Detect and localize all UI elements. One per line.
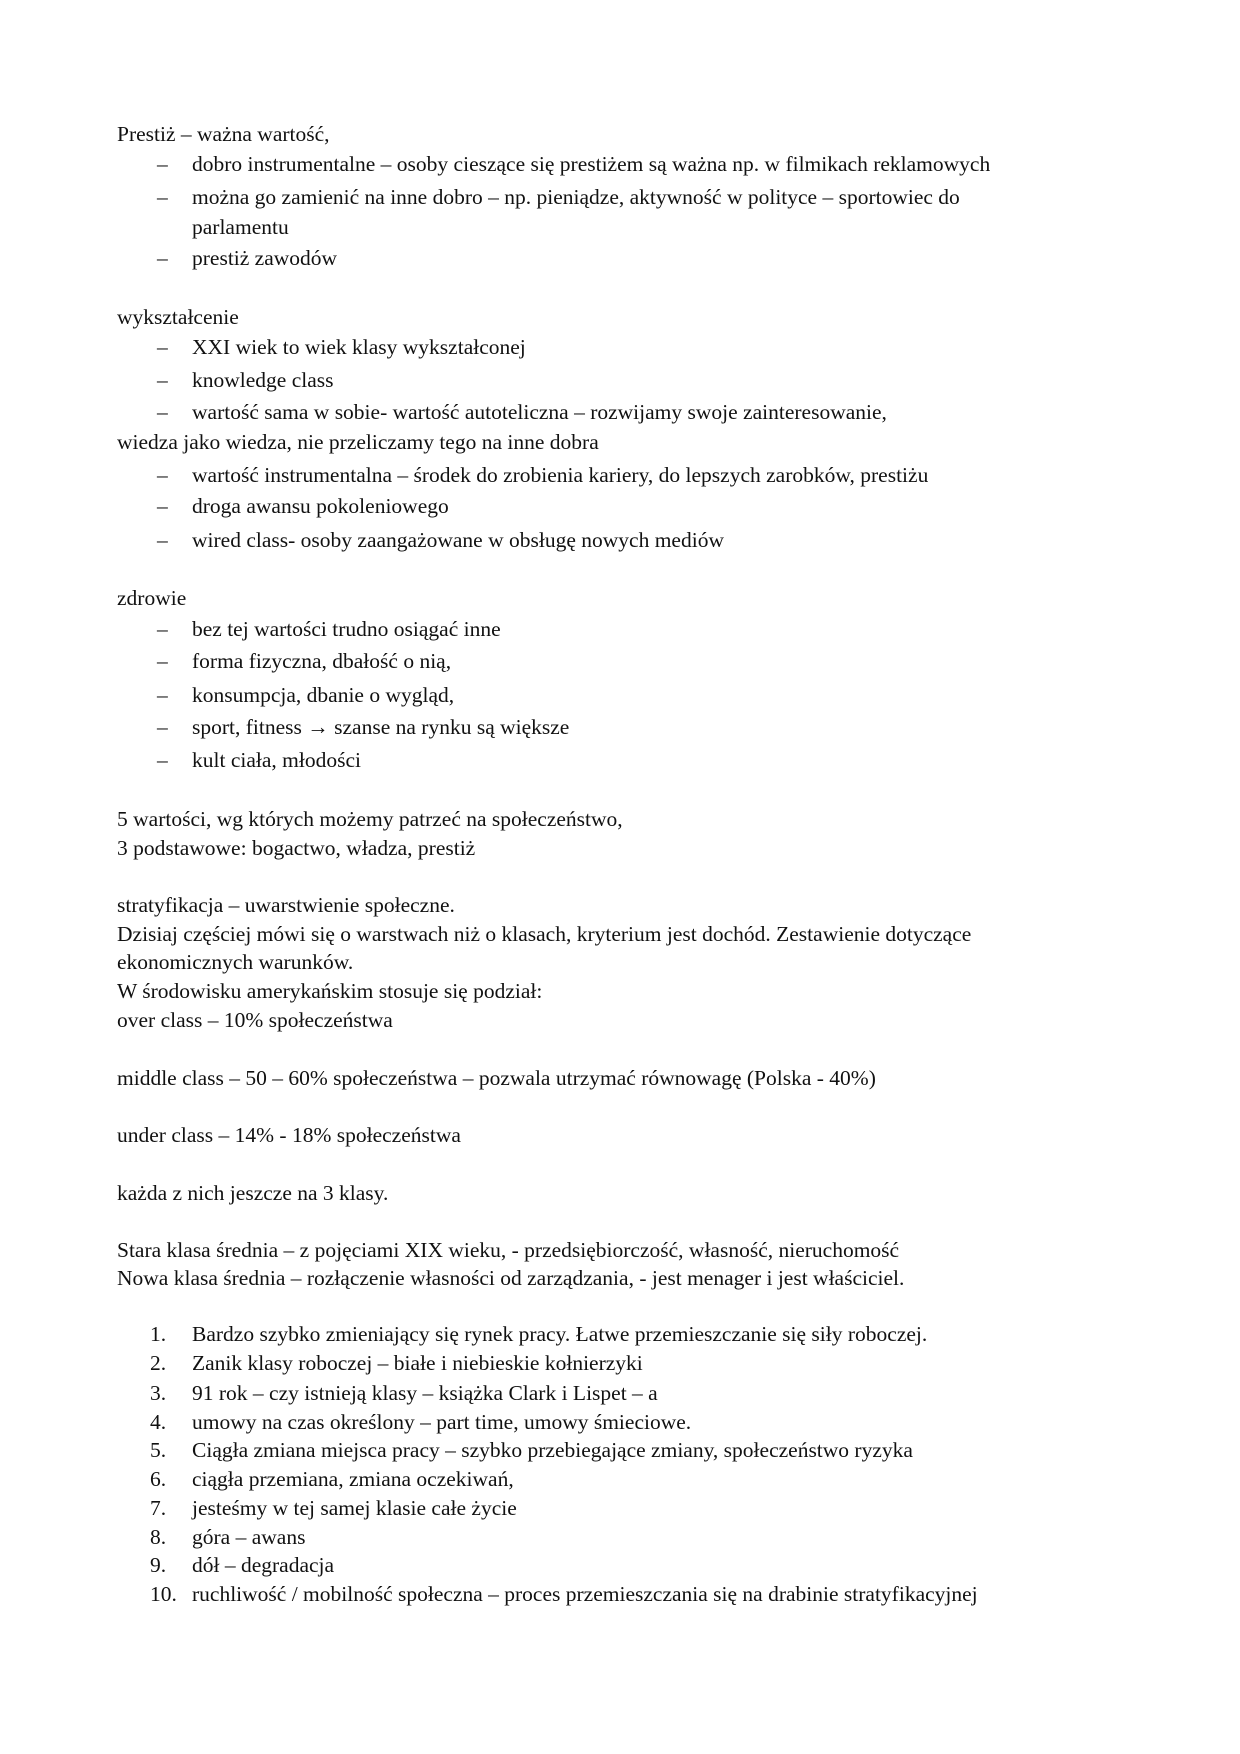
numbered-item: jesteśmy w tej samej klasie całe życie	[192, 1496, 517, 1520]
numbered-item: Bardzo szybko zmieniający się rynek pracy. Łatwe przemieszczanie się siły roboczej.	[192, 1322, 928, 1346]
paragraph-line: 3 podstawowe: bogactwo, władza, prestiż	[117, 836, 476, 860]
paragraph-line: wiedza jako wiedza, nie przeliczamy tego na inne dobra	[117, 430, 599, 454]
heading-wyksztalcenie: wykształcenie	[117, 305, 239, 329]
list-number: 9.	[150, 1553, 167, 1577]
list-item: wartość sama w sobie- wartość autoteliczna – rozwijamy swoje zainteresowanie,	[192, 400, 887, 424]
bullet-dash: –	[157, 335, 168, 359]
list-item: sport, fitness → szanse na rynku są większe	[192, 715, 570, 739]
list-number: 5.	[150, 1438, 167, 1462]
numbered-item: Zanik klasy roboczej – białe i niebieskie kołnierzyki	[192, 1351, 643, 1375]
list-item: bez tej wartości trudno osiągać inne	[192, 617, 501, 641]
bullet-dash: –	[157, 185, 168, 209]
paragraph-line: ekonomicznych warunków.	[117, 950, 354, 974]
heading-prestiz: Prestiż – ważna wartość,	[117, 122, 330, 146]
list-number: 6.	[150, 1467, 167, 1491]
list-item: można go zamienić na inne dobro – np. pieniądze, aktywność w polityce – sportowiec do	[192, 185, 960, 209]
paragraph-line: under class – 14% - 18% społeczeństwa	[117, 1123, 461, 1147]
paragraph-line: W środowisku amerykańskim stosuje się podział:	[117, 979, 543, 1003]
list-item: knowledge class	[192, 368, 334, 392]
numbered-item: umowy na czas określony – part time, umowy śmieciowe.	[192, 1410, 692, 1434]
bullet-dash: –	[157, 715, 168, 739]
list-item: wired class- osoby zaangażowane w obsługę nowych mediów	[192, 528, 724, 552]
bullet-dash: –	[157, 748, 168, 772]
list-number: 7.	[150, 1496, 167, 1520]
paragraph-line: 5 wartości, wg których możemy patrzeć na społeczeństwo,	[117, 807, 623, 831]
bullet-dash: –	[157, 152, 168, 176]
bullet-dash: –	[157, 368, 168, 392]
list-item-continuation: parlamentu	[192, 215, 289, 239]
bullet-dash: –	[157, 617, 168, 641]
bullet-dash: –	[157, 683, 168, 707]
list-item: XXI wiek to wiek klasy wykształconej	[192, 335, 526, 359]
list-number: 2.	[150, 1351, 167, 1375]
list-number: 1.	[150, 1322, 167, 1346]
paragraph-line: Nowa klasa średnia – rozłączenie własności od zarządzania, - jest menager i jest właściciel.	[117, 1266, 905, 1290]
bullet-dash: –	[157, 246, 168, 270]
numbered-item: ciągła przemiana, zmiana oczekiwań,	[192, 1467, 514, 1491]
paragraph-line: middle class – 50 – 60% społeczeństwa – pozwala utrzymać równowagę (Polska - 40%)	[117, 1066, 876, 1090]
list-item: dobro instrumentalne – osoby cieszące się prestiżem są ważna np. w filmikach reklamowych	[192, 152, 991, 176]
list-item: wartość instrumentalna – środek do zrobienia kariery, do lepszych zarobków, prestiżu	[192, 463, 929, 487]
bullet-dash: –	[157, 463, 168, 487]
list-number: 8.	[150, 1525, 167, 1549]
list-number: 10.	[150, 1582, 177, 1606]
list-item: forma fizyczna, dbałość o nią,	[192, 649, 452, 673]
list-number: 3.	[150, 1381, 167, 1405]
list-item: droga awansu pokoleniowego	[192, 494, 449, 518]
paragraph-line: każda z nich jeszcze na 3 klasy.	[117, 1181, 389, 1205]
paragraph-line: Stara klasa średnia – z pojęciami XIX wieku, - przedsiębiorczość, własność, nieruchomość	[117, 1238, 900, 1262]
numbered-item: góra – awans	[192, 1525, 306, 1549]
list-item: kult ciała, młodości	[192, 748, 361, 772]
paragraph-line: stratyfikacja – uwarstwienie społeczne.	[117, 893, 455, 917]
numbered-item: 91 rok – czy istnieją klasy – książka Clark i Lispet – a	[192, 1381, 658, 1405]
numbered-item: dół – degradacja	[192, 1553, 335, 1577]
bullet-dash: –	[157, 649, 168, 673]
paragraph-line: Dzisiaj częściej mówi się o warstwach niż o klasach, kryterium jest dochód. Zestawienie dotyczące	[117, 922, 972, 946]
numbered-item: ruchliwość / mobilność społeczna – proces przemieszczania się na drabinie stratyfikacyjnej	[192, 1582, 978, 1606]
bullet-dash: –	[157, 400, 168, 424]
paragraph-line: over class – 10% społeczeństwa	[117, 1008, 393, 1032]
bullet-dash: –	[157, 528, 168, 552]
list-item: konsumpcja, dbanie o wygląd,	[192, 683, 455, 707]
list-number: 4.	[150, 1410, 167, 1434]
bullet-dash: –	[157, 494, 168, 518]
list-item: prestiż zawodów	[192, 246, 338, 270]
numbered-item: Ciągła zmiana miejsca pracy – szybko przebiegające zmiany, społeczeństwo ryzyka	[192, 1438, 913, 1462]
heading-zdrowie: zdrowie	[117, 586, 187, 610]
